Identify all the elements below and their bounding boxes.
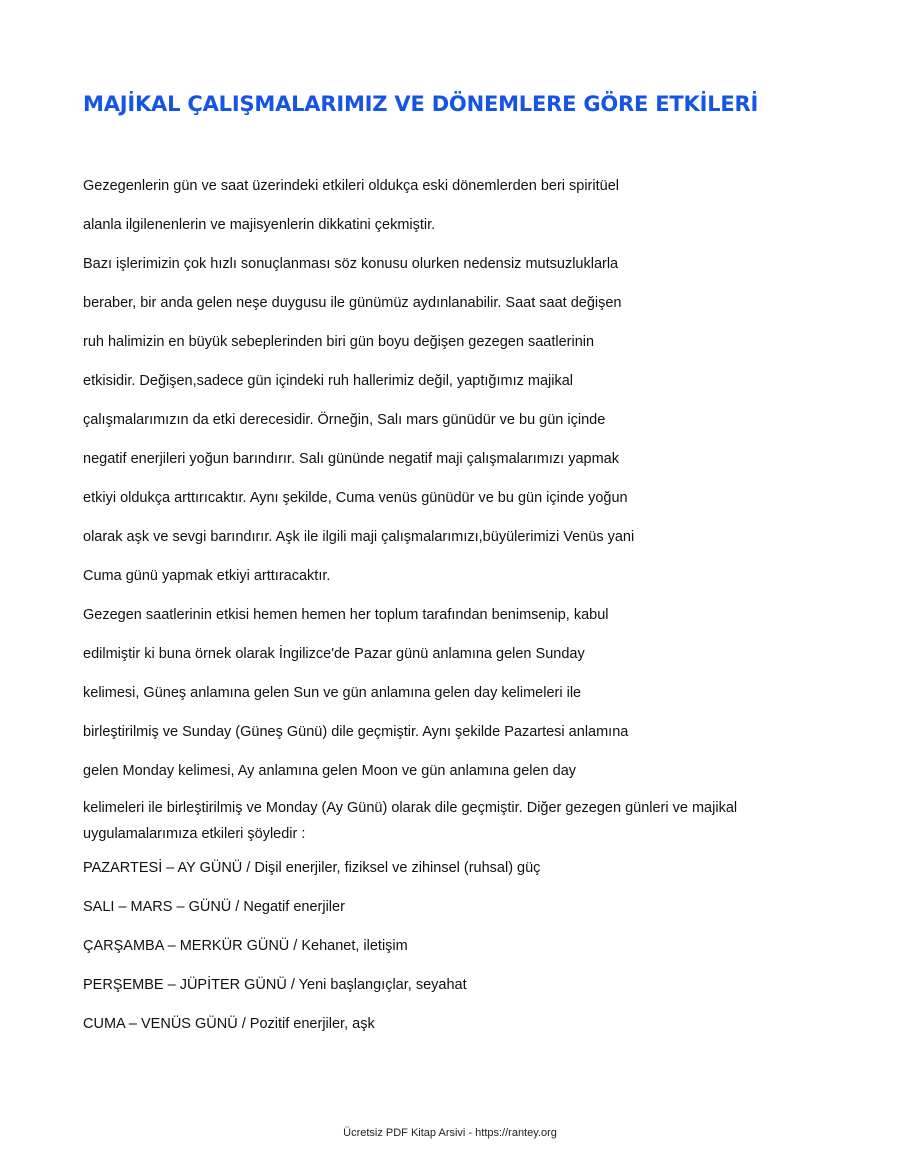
paragraph-line: Gezegenlerin gün ve saat üzerindeki etkileri oldukça eski dönemlerden beri spiritüel xyxy=(83,178,619,194)
paragraph-line: olarak aşk ve sevgi barındırır. Aşk ile ilgili maji çalışmalarımızı,büyülerimizi Venüs yani xyxy=(83,529,635,545)
paragraph-line: gelen Monday kelimesi, Ay anlamına gelen Moon ve gün anlamına gelen day xyxy=(83,763,577,779)
paragraph-line: negatif enerjileri yoğun barındırır. Salı gününde negatif maji çalışmalarımızı yapmak xyxy=(83,451,619,467)
day-list-item: PAZARTESİ – AY GÜNÜ / Dişil enerjiler, fiziksel ve zihinsel (ruhsal) güç xyxy=(83,860,541,876)
day-list-item: SALI – MARS – GÜNÜ / Negatif enerjiler xyxy=(83,899,345,915)
paragraph-line: ruh halimizin en büyük sebeplerinden biri gün boyu değişen gezegen saatlerinin xyxy=(83,334,595,350)
day-list-item: PERŞEMBE – JÜPİTER GÜNÜ / Yeni başlangıçlar, seyahat xyxy=(83,977,467,993)
paragraph-line: Bazı işlerimizin çok hızlı sonuçlanması söz konusu olurken nedensiz mutsuzluklarla xyxy=(83,256,619,272)
document-title: MAJİKAL ÇALIŞMALARIMIZ VE DÖNEMLERE GÖRE ETKİLERİ xyxy=(83,92,759,116)
paragraph-line: çalışmalarımızın da etki derecesidir. Örneğin, Salı mars günüdür ve bu gün içinde xyxy=(83,412,606,428)
page-footer: Ücretsiz PDF Kitap Arsivi - https://rantey.org xyxy=(343,1127,557,1139)
paragraph-line: etkisidir. Değişen,sadece gün içindeki ruh hallerimiz değil, yaptığımız majikal xyxy=(83,373,574,389)
document-body xyxy=(83,173,828,1050)
paragraph-line: beraber, bir anda gelen neşe duygusu ile günümüz aydınlanabilir. Saat saat değişen xyxy=(83,295,622,311)
paragraph-line: Gezegen saatlerinin etkisi hemen hemen her toplum tarafından benimsenip, kabul xyxy=(83,607,609,623)
day-list-item: CUMA – VENÜS GÜNÜ / Pozitif enerjiler, aşk xyxy=(83,1016,375,1032)
paragraph-line: Cuma günü yapmak etkiyi arttıracaktır. xyxy=(83,568,331,584)
paragraph-line: birleştirilmiş ve Sunday (Güneş Günü) dile geçmiştir. Aynı şekilde Pazartesi anlamına xyxy=(83,724,629,740)
paragraph-line: etkiyi oldukça arttırıcaktır. Aynı şekilde, Cuma venüs günüdür ve bu gün içinde yoğun xyxy=(83,490,628,506)
paragraph-line: kelimeleri ile birleştirilmiş ve Monday (Ay Günü) olarak dile geçmiştir. Diğer gezegen günleri ve majikal xyxy=(83,800,738,816)
paragraph-line: alanla ilgilenenlerin ve majisyenlerin dikkatini çekmiştir. xyxy=(83,217,436,233)
paragraph-line: uygulamalarımıza etkileri şöyledir : xyxy=(83,826,306,842)
day-list-item: ÇARŞAMBA – MERKÜR GÜNÜ / Kehanet, iletişim xyxy=(83,938,408,954)
paragraph-line: kelimesi, Güneş anlamına gelen Sun ve gün anlamına gelen day kelimeleri ile xyxy=(83,685,582,701)
paragraph-line: edilmiştir ki buna örnek olarak İngilizce'de Pazar günü anlamına gelen Sunday xyxy=(83,646,585,662)
